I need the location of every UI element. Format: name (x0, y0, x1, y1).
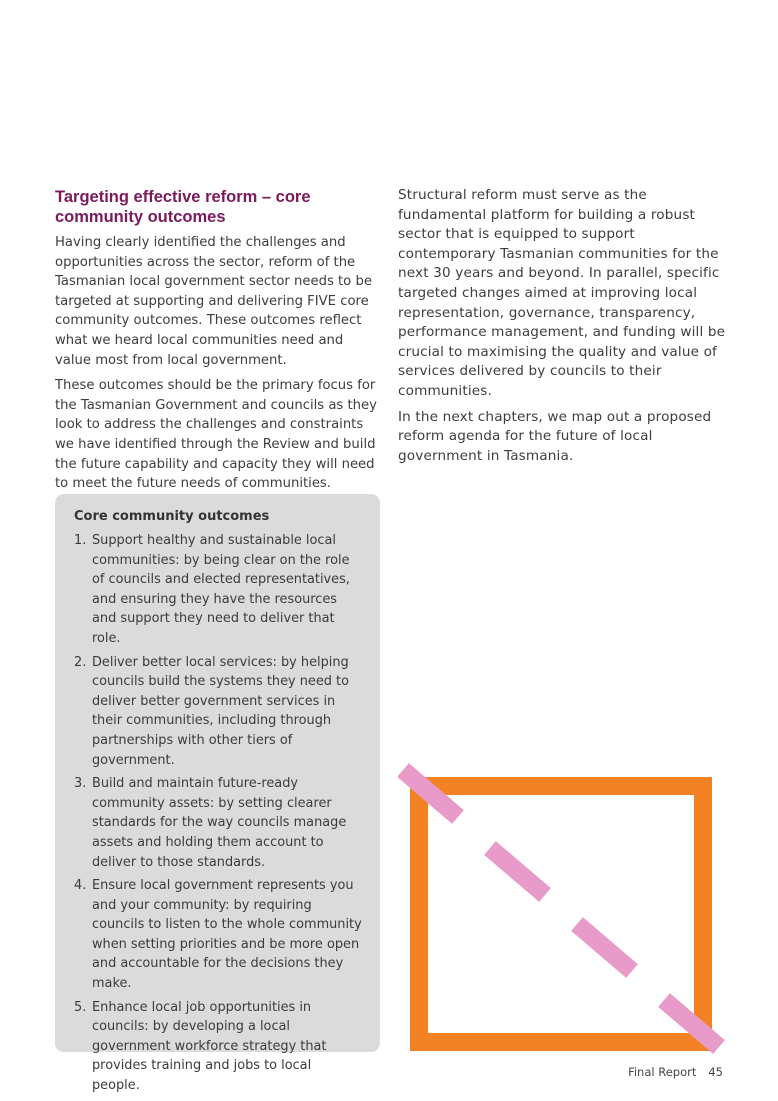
list-item-number: 1. (74, 533, 87, 548)
pink-dash (577, 924, 632, 971)
list-item (74, 653, 362, 771)
list-item-text: Build and maintain future-ready community assets: by setting clearer standards for the way councils manage assets and holding them account to deliver to those standards. (92, 776, 347, 870)
intro-paragraph: Having clearly identified the challenges and opportunities across the sector, reform of the Tasmanian local government sector needs to be targeted at supporting and delivering FIVE core community outcomes. These outcomes reflect what we heard local communities need and value most from local government. (55, 235, 372, 368)
outcomes-list (74, 531, 362, 1096)
pink-dash (490, 848, 545, 895)
next-chapters-paragraph: In the next chapters, we map out a proposed reform agenda for the future of local government in Tasmania. (398, 408, 712, 464)
list-item-text: Deliver better local services: by helping councils build the systems they need to deliver better government services in their communities, including through partnerships with other tiers of government. (92, 654, 349, 768)
page-number: 45 (708, 1065, 723, 1079)
core-outcomes-panel (55, 494, 380, 1094)
decorative-frame-graphic (398, 760, 728, 1060)
panel-title: Core community outcomes (74, 509, 270, 524)
list-item-text: Ensure local government represents you and your community: by requiring councils to listen to the whole community when setting priorities and be more open and accountable for the decisions they make. (92, 878, 362, 992)
list-item-number: 5. (74, 999, 87, 1015)
right-column (398, 186, 733, 472)
list-item-text: Enhance local job opportunities in councils: by developing a local government workforce strategy that provides training and jobs to local people. (92, 999, 327, 1094)
list-item (74, 531, 362, 649)
left-column (55, 187, 383, 500)
list-item (74, 876, 362, 994)
structural-reform-paragraph: Structural reform must serve as the fundamental platform for building a robust sector that is equipped to support contemporary Tasmanian communities for the next 30 years and beyond. In parallel, specific targeted changes aimed at improving local representation, governance, transparency, performance management, and funding will be crucial to maximising the quality and value of services delivered by councils to their communities. (398, 187, 726, 399)
list-item-number: 3. (74, 776, 87, 792)
list-item (74, 774, 362, 872)
focus-paragraph: These outcomes should be the primary focus for the Tasmanian Government and councils as they look to address the challenges and constraints we have identified through the Review and build the future capability and capacity they will need to meet the future needs of communities. (55, 378, 377, 492)
orange-frame (419, 786, 703, 1042)
list-item (74, 998, 362, 1096)
section-heading: Targeting effective reform – core community outcomes (55, 188, 311, 226)
list-item-number: 4. (74, 878, 87, 894)
page-footer (616, 1065, 723, 1079)
list-item-text: Support healthy and sustainable local communities: by being clear on the role of councils and elected representatives, and ensuring they have the resources and support they need to deliver that role. (92, 533, 350, 646)
footer-label: Final Report (628, 1065, 697, 1079)
pink-dashes (403, 770, 719, 1047)
list-item-number: 2. (74, 654, 87, 670)
